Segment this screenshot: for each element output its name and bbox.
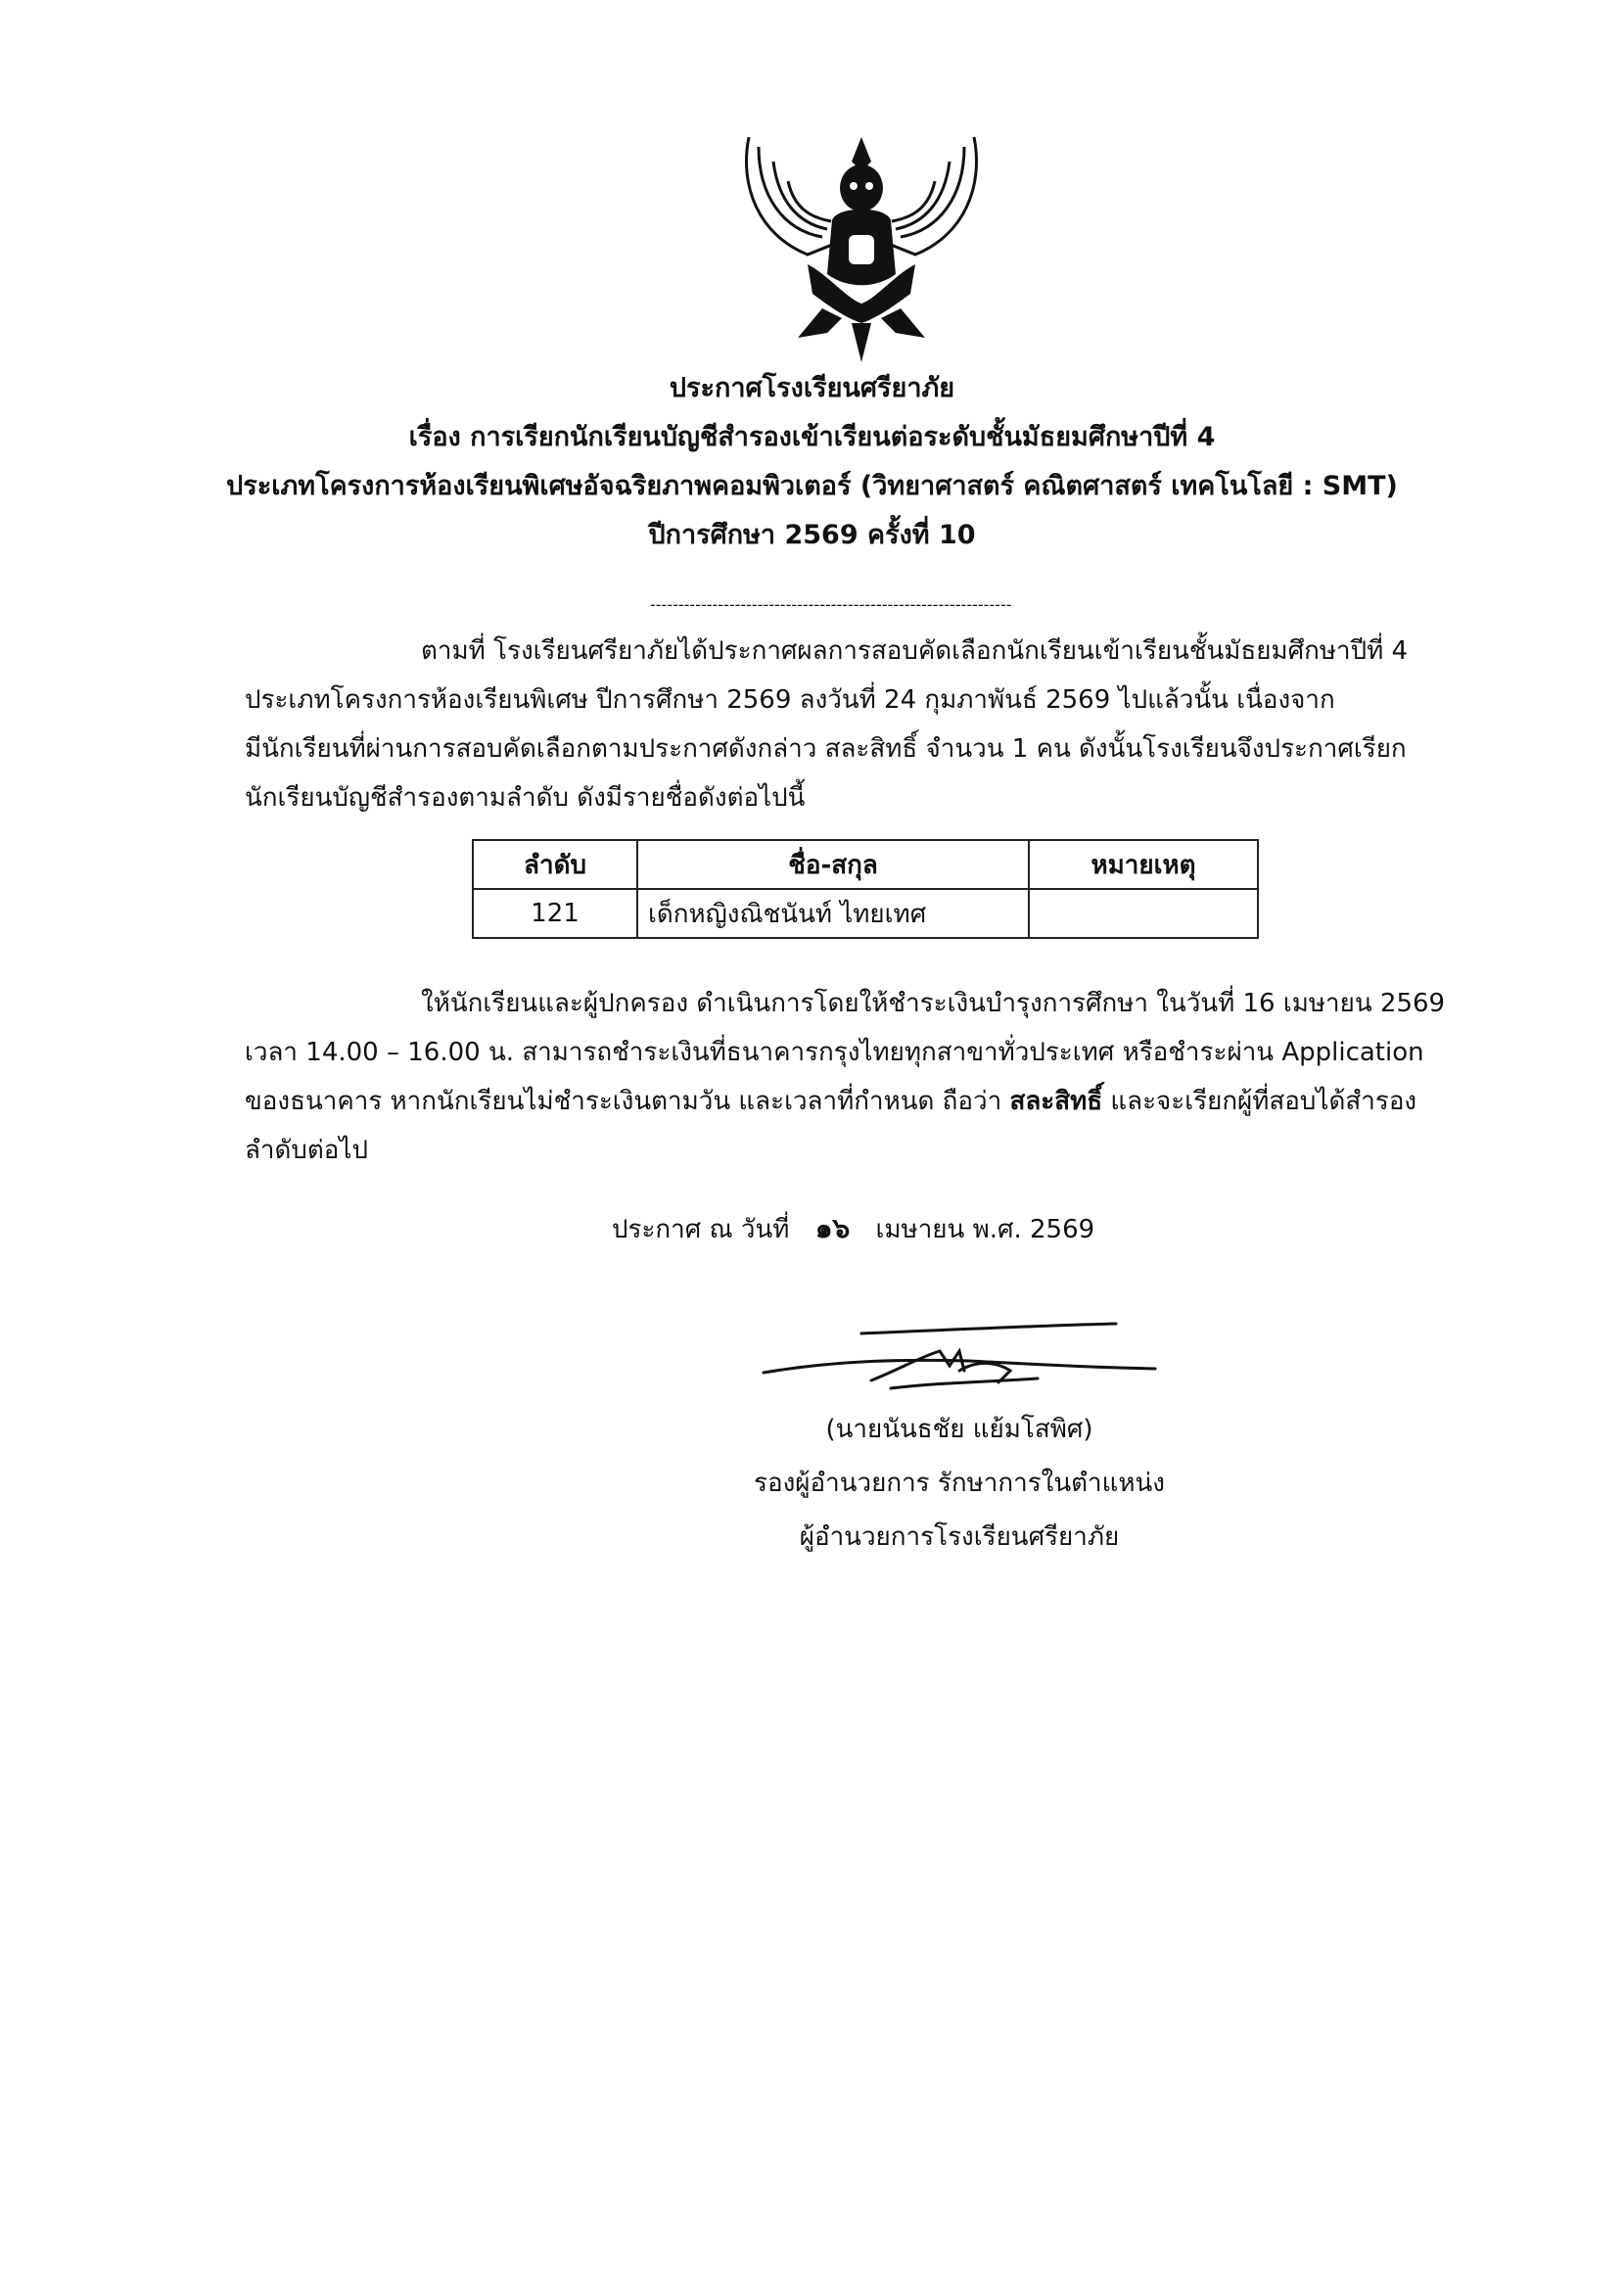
instruction-line-2: เวลา 14.00 – 16.00 น. สามารถชำระเงินที่ธนาคารกรุงไทยทุกสาขาทั่วประเทศ หรือชำระผ่าน Application — [245, 1038, 1424, 1067]
instruction-line-1: ให้นักเรียนและผู้ปกครอง ดำเนินการโดยให้ชำระเงินบำรุงการศึกษา ในวันที่ 16 เมษายน 2569 — [421, 989, 1446, 1018]
signer-name: (นายนันธชัย แย้มโสพิศ) — [825, 1415, 1093, 1444]
reserve-list-table — [472, 839, 1259, 939]
column-header-note: หมายเหตุ — [1029, 840, 1258, 889]
intro-paragraph — [245, 627, 1478, 822]
instruction-paragraph — [245, 979, 1478, 1175]
instruction-line-3a: ของธนาคาร หากนักเรียนไม่ชำระเงินตามวัน และเวลาที่กำหนด ถือว่า — [245, 1087, 1002, 1116]
document-subject: เรื่อง การเรียกนักเรียนบัญชีสำรองเข้าเรียนต่อระดับชั้นมัธยมศึกษาปีที่ 4 — [408, 422, 1216, 452]
instruction-line-4: ลำดับต่อไป — [245, 1136, 369, 1165]
document-title: ประกาศโรงเรียนศรียาภัย — [669, 373, 955, 403]
announcement-date — [612, 1204, 1094, 1254]
announcement-suffix: เมษายน พ.ศ. 2569 — [875, 1215, 1095, 1244]
intro-line-1: ตามที่ โรงเรียนศรียาภัยได้ประกาศผลการสอบคัดเลือกนักเรียนเข้าเรียนชั้นมัธยมศึกษาปีที่ 4 — [421, 636, 1409, 666]
intro-line-4: นักเรียนบัญชีสำรองตามลำดับ ดังมีรายชื่อดังต่อไปนี้ — [245, 783, 806, 813]
forfeit-emphasis: สละสิทธิ์ — [1009, 1087, 1103, 1116]
table-row — [473, 889, 1258, 938]
column-header-order: ลำดับ — [473, 840, 637, 889]
announcement-prefix: ประกาศ ณ วันที่ — [612, 1215, 790, 1244]
signer-office: ผู้อำนวยการโรงเรียนศรียาภัย — [799, 1522, 1120, 1552]
instruction-line-3c: และจะเรียกผู้ที่สอบได้สำรอง — [1110, 1087, 1417, 1116]
garuda-emblem-icon — [729, 127, 994, 367]
handwritten-signature — [754, 1312, 1165, 1420]
signer-position: รองผู้อำนวยการ รักษาการในตำแหน่ง — [754, 1469, 1165, 1498]
academic-year: ปีการศึกษา 2569 ครั้งที่ 10 — [648, 520, 976, 550]
intro-line-2: ประเภทโครงการห้องเรียนพิเศษ ปีการศึกษา 2569 ลงวันที่ 24 กุมภาพันธ์ 2569 ไปแล้วนั้น เนื่องจาก — [245, 685, 1335, 715]
column-header-name: ชื่อ-สกุล — [637, 840, 1029, 889]
cell-note — [1029, 889, 1258, 938]
announcement-day: ๑๖ — [814, 1212, 851, 1244]
intro-line-3: มีนักเรียนที่ผ่านการสอบคัดเลือกตามประกาศดังกล่าว สละสิทธิ์ จำนวน 1 คน ดังนั้นโรงเรียนจึงประกาศเรียก — [245, 734, 1407, 764]
cell-name: เด็กหญิงณิชนันท์ ไทยเทศ — [637, 889, 1029, 938]
table-header-row — [473, 840, 1258, 889]
program-name: ประเภทโครงการห้องเรียนพิเศษอัจฉริยภาพคอมพิวเตอร์ (วิทยาศาสตร์ คณิตศาสตร์ เทคโนโลยี : SMT) — [226, 471, 1398, 501]
cell-order: 121 — [473, 889, 637, 938]
divider-line: ---------------------------------------------------------------- — [650, 595, 1012, 614]
instruction-line-3 — [245, 1077, 1478, 1126]
